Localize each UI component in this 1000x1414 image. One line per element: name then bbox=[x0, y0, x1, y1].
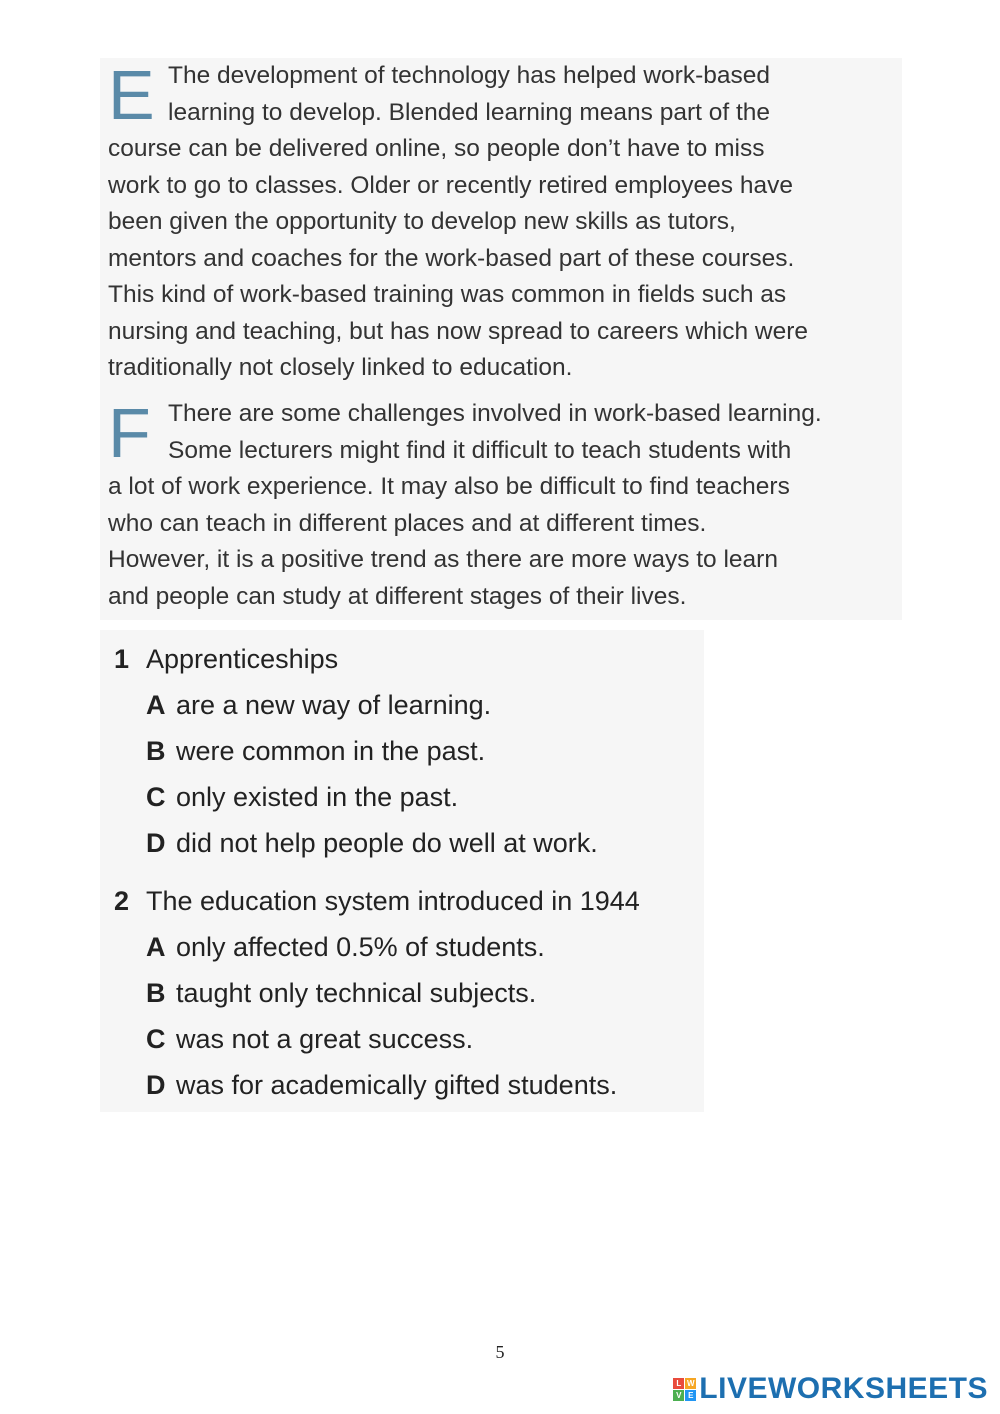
question-text: The education system introduced in 1944 bbox=[146, 886, 640, 916]
question-2-option-a[interactable] bbox=[146, 932, 545, 963]
option-text: did not help people do well at work. bbox=[176, 828, 598, 858]
paragraph-line: been given the opportunity to develop new skills as tutors, bbox=[108, 208, 736, 235]
paragraph-line: This kind of work-based training was common in fields such as bbox=[108, 281, 787, 308]
brand-tile: W bbox=[687, 1378, 695, 1388]
question-text: Apprenticeships bbox=[146, 644, 339, 674]
paragraph-line: a lot of work experience. It may also be difficult to find teachers bbox=[108, 473, 790, 500]
paragraph-line: who can teach in different places and at different times. bbox=[108, 509, 707, 537]
option-letter: A bbox=[146, 690, 166, 720]
question-2-option-d[interactable] bbox=[146, 1070, 617, 1101]
option-text: taught only technical subjects. bbox=[176, 978, 537, 1008]
option-text: are a new way of learning. bbox=[176, 690, 492, 720]
question-1-option-c[interactable] bbox=[146, 782, 458, 813]
paragraph-line: course can be delivered online, so people don’t have to miss bbox=[108, 135, 765, 162]
paragraph-line: There are some challenges involved in work-based learning. bbox=[168, 400, 822, 427]
paragraph-line: learning to develop. Blended learning means part of the bbox=[168, 98, 771, 126]
option-letter: A bbox=[146, 932, 166, 962]
liveworksheets-logo bbox=[673, 1372, 988, 1406]
paragraph-line: and people can study at different stages of their lives. bbox=[108, 582, 687, 610]
paragraph-e bbox=[108, 58, 808, 387]
option-text: only affected 0.5% of students. bbox=[176, 932, 545, 962]
question-1-option-a[interactable] bbox=[146, 690, 491, 721]
paragraph-e-letter: E bbox=[108, 56, 155, 134]
question-2-option-b[interactable] bbox=[146, 978, 536, 1009]
option-letter: C bbox=[146, 782, 166, 812]
brand-tile: L bbox=[673, 1378, 684, 1389]
paragraph-line: mentors and coaches for the work-based part of these courses. bbox=[108, 244, 795, 272]
question-number: 2 bbox=[114, 886, 130, 916]
option-text: were common in the past. bbox=[176, 736, 486, 766]
option-letter: D bbox=[146, 1070, 166, 1100]
question-1-option-b[interactable] bbox=[146, 736, 485, 767]
paragraph-line: The development of technology has helped work-based bbox=[168, 62, 770, 89]
liveworksheets-icon bbox=[673, 1378, 696, 1401]
paragraph-line: work to go to classes. Older or recently retired employees have bbox=[108, 171, 793, 199]
paragraph-f-letter: F bbox=[108, 394, 151, 472]
option-text: was for academically gifted students. bbox=[176, 1070, 618, 1100]
question-2-stem bbox=[114, 886, 640, 917]
page-number: 5 bbox=[495, 1342, 505, 1362]
brand-name: LIVEWORKSHEETS bbox=[699, 1372, 988, 1405]
brand-tile: E bbox=[685, 1390, 696, 1401]
option-letter: B bbox=[146, 736, 166, 766]
option-text: was not a great success. bbox=[176, 1024, 474, 1054]
paragraph-line: However, it is a positive trend as there are more ways to learn bbox=[108, 546, 778, 573]
question-2-option-c[interactable] bbox=[146, 1024, 473, 1055]
paragraph-line: traditionally not closely linked to education. bbox=[108, 354, 573, 381]
option-letter: D bbox=[146, 828, 166, 858]
paragraph-line: Some lecturers might find it difficult to teach students with bbox=[168, 436, 792, 464]
reading-passage bbox=[100, 58, 902, 620]
question-number: 1 bbox=[114, 644, 130, 674]
paragraph-line: nursing and teaching, but has now spread to careers which were bbox=[108, 317, 809, 345]
option-letter: B bbox=[146, 978, 166, 1008]
question-1-stem bbox=[114, 644, 338, 675]
question-block bbox=[100, 630, 704, 1112]
question-1-option-d[interactable] bbox=[146, 828, 598, 859]
option-text: only existed in the past. bbox=[176, 782, 459, 812]
paragraph-f bbox=[108, 396, 822, 615]
brand-tile: V bbox=[673, 1390, 684, 1401]
option-letter: C bbox=[146, 1024, 166, 1054]
